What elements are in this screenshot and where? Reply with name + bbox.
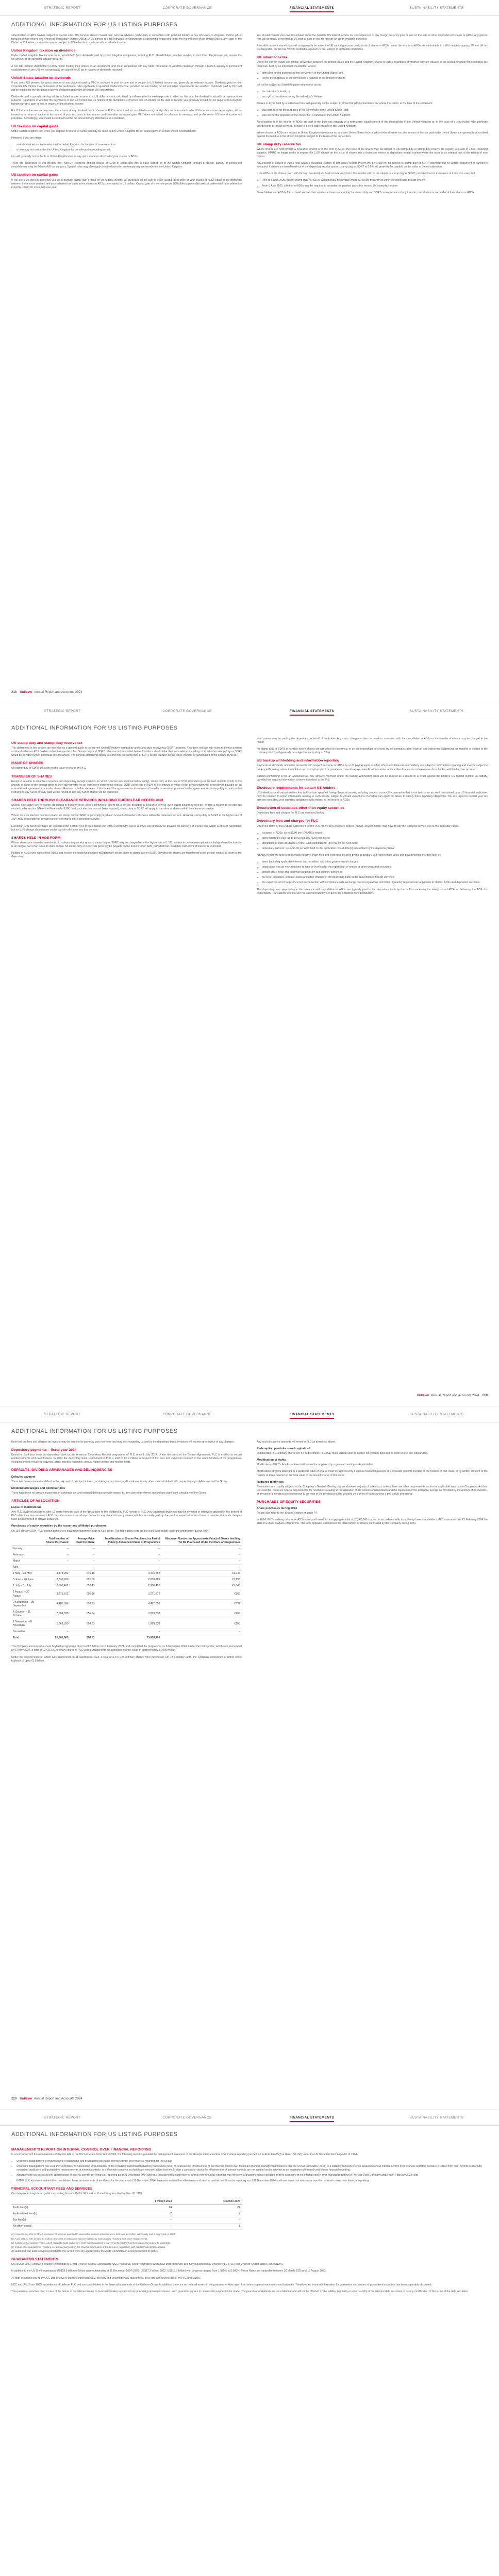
- subheading: Depositary fees and charges for PLC: [257, 819, 318, 823]
- paragraph: shareholders or ADS holders subject to special rules. US persons should consult their own tax advisers, particularly in connection with potential liability to pay US taxes on disposal, lifetime gift or bequest of their shares and American Depositary Shares (ADSs). A US person is a US individual or corporation, a partnership organised under the federal laws of the United States, any state or the District of Columbia, or any other person subject to US federal income tax on its worldwide income.: [11, 34, 242, 45]
- page-number-right: 219: [482, 1393, 488, 1397]
- subheading: Depositary payments – fiscal year 2024: [11, 1448, 77, 1452]
- bullet-list: [11, 2160, 488, 2182]
- bullet-list: [257, 109, 488, 117]
- table-cell: –: [70, 1629, 96, 1635]
- table-cell: 2,838,789: [39, 1577, 70, 1583]
- paragraph: In 2024, PLC's ordinary shares or ADSs were purchased for an aggregate total of 25,868,909 shares. In accordance with its authority from shareholders, PLC announced on 13 February 2024 the start of a share buyback programme. The table opposite summarises the total number of shares purchased by the Company during 2024.: [257, 1518, 488, 1526]
- table-cell: 26: [105, 2205, 173, 2211]
- table-cell: January: [11, 1546, 39, 1552]
- paragraph: you will generally not be liable to United Kingdom tax on any gains made on disposal of your shares or ADSs.: [11, 155, 139, 159]
- column-header: Maximum Number (or Approximate Value) of Shares that May Yet Be Purchased Under the Plans or Programmes: [161, 1536, 242, 1546]
- paragraph: Outstanding PLC ordinary shares are not redeemable. PLC may make capital calls on shares not yet fully paid, but no such shares are outstanding.: [257, 1452, 428, 1455]
- page-header: [0, 2110, 499, 2126]
- table-cell: –: [161, 1546, 242, 1552]
- paragraph: No stamp duty or SDRT will arise on the issue of shares by PLC.: [11, 767, 87, 770]
- paragraph: The statements in this section are intended as a general guide to the current United Kingdom stamp duty and stamp duty reserve tax (SDRT) position. This does not take into account the tax position of shareholders or ADS holders subject to special rules. Stamp duty and SDRT rules are not described below. Investors should take their own advice, including as to whether stamp duty or SDRT would be payable in their particular circumstances. The general statements below assume that no stamp duty or SDRT will be payable on the issue, transfer or cancellation of the shares or ADSs.: [11, 747, 242, 757]
- footer-title: Annual Report and Accounts 2024: [34, 2096, 82, 2100]
- table-cell: –: [96, 1629, 162, 1635]
- page-4: [0, 2110, 499, 2576]
- table-row: [11, 2205, 242, 2211]
- table-row: [11, 1552, 242, 1558]
- table-cell: –: [161, 1565, 242, 1571]
- paragraph: No stamp duty or SDRT is payable where shares are cancelled or redeemed, or on the repurchase of shares by the company, other than on any instrument evidencing the transfer of shares to the company, which will generally be subject to stamp duty at 0.5%.: [257, 748, 488, 755]
- paragraph: Payments of dividends and other proceeds with respect to shares or ADSs by a US paying agent or other US-related financial intermediary are subject to information reporting and may be subject to backup withholding unless the holder is an exempt recipient or provides a correct taxpayer identification number and certifies that no loss of exemption from backup withholding has occurred.: [257, 764, 488, 771]
- table-cell: March: [11, 1558, 39, 1564]
- subheading: Defaults payment: [11, 1475, 36, 1479]
- subheading: UK stamp duty and stamp duty reserve tax: [11, 741, 82, 745]
- table-cell: €1,043: [161, 1583, 242, 1589]
- table-cell: All other fees(d): [11, 2224, 105, 2230]
- subheading: Share purchases during 2024: [257, 1507, 297, 1511]
- nav-corporate-governance[interactable]: CORPORATE GOVERNANCE: [162, 709, 212, 713]
- nav-sustainability-statements[interactable]: SUSTAINABILITY STATEMENTS: [409, 2115, 464, 2120]
- bullet-item: • was domiciled for the purposes of the convention in the United States; and: [262, 109, 488, 112]
- paragraph: Under the terms of the Deposit Agreement for the PLC American Depositary Shares (ADSs), an ADS holder may have to pay the following service fees to the depositary bank:: [257, 824, 459, 828]
- table-cell: –: [39, 1558, 70, 1564]
- paragraph: Where shares are held through a clearance system or in the form of ADSs, the issue of the shares may be subject to UK stamp duty or stamp duty reserve tax (SDRT) at a rate of 1.5%. Following litigation, HMRC no longer seeks to impose the 1.5% charge on the issue of shares into a clearance service or depositary receipt system where the issue is an integral part of the raising of new capital.: [257, 147, 488, 159]
- paragraph: Shares or ADSs held by a settlement trust will generally not be subject to United Kingdom inheritance tax where the settlor, at the time of the settlement:: [257, 102, 434, 106]
- paragraph: Modification of rights attached to a particular class of shares must be approved by a special resolution passed at a separate general meeting of the holders of that class, or by written consent of the holders of three-quarters in nominal value of the issued shares of that class.: [257, 1470, 488, 1477]
- table-cell: –: [70, 1552, 96, 1558]
- paragraph: Under United Kingdom law, income tax is not withheld from dividends paid by United Kingdom companies, including PLC. Shareholders, whether resident in the United Kingdom or not, receive the full amount of the dividend actually declared.: [11, 54, 242, 61]
- paragraph: Deutsche Bank has been the depositary bank for the American Depositary Receipt programme of PLC since 1 July 2014. Under the terms of the Deposit Agreement, PLC is entitled to certain reimbursements and contributions. In 2024 the depositary bank reimbursed to PLC a total of €0.9 million in respect of the fees and expenses incurred in the administration of the programme, including investor relations activities, proxy process expenses, annual report printing and mailing costs.: [11, 1453, 242, 1464]
- paragraph: Backup withholding is not an additional tax. Any amounts withheld under the backup withholding rules will be allowed as a refund or a credit against the holder's US federal income tax liability, provided the required information is timely furnished to the IRS.: [257, 774, 488, 782]
- paragraph: Note that the fees and charges an investor may be required to pay may vary over time and may be changed by us and by the depositary bank. Investors will receive prior notice of any changes.: [11, 1440, 235, 1444]
- subheading: SHARES HELD IN ADS FORM: [11, 836, 61, 840]
- table-cell: €597: [161, 1599, 242, 1609]
- table-row: [11, 1599, 242, 1609]
- table-cell: €56.16: [70, 1589, 96, 1599]
- subheading: Required majorities: [257, 1480, 284, 1484]
- paragraph: Any transfer of shares or ADSs held within a clearance system or depositary receipt system will generally not be subject to stamp duty or SDRT, provided that no written instrument of transfer is executed. If shares are transferred out of the depositary receipt system, stamp duty or SDRT at 0.5% will generally be payable on the value of the consideration.: [257, 162, 488, 169]
- table-cell: 1,869,939: [96, 1619, 162, 1629]
- paragraph: If you are a US person, generally you will recognise capital gain or loss for US federal income tax purposes on the sale or other taxable disposition of your shares or ADSs equal to the difference between the amount realised and your adjusted tax basis in the shares or ADSs, determined in US dollars. Capital gain of a non-corporate US holder is generally taxed at preferential rates where the property is held for more than one year.: [11, 178, 242, 189]
- paragraph: If you are a US person, the gross amount of any dividend paid by PLC is included in your income and is subject to US federal income tax, generally as ordinary income. Dividends paid to non-corporate US holders may be taxable at the preferential rates applicable to qualified dividend income, provided certain holding period and other requirements are satisfied. Dividends paid by PLC will not be eligible for the dividends-received deduction generally allowed to US corporations.: [11, 81, 242, 92]
- brand-name: Unilever: [20, 690, 32, 694]
- paragraph: Special rules apply where shares are issued or transferred to, or to a nominee or agent for, a person providing a clearance service (a so-called clearance service). Where a clearance service has elected under section 97A of the Finance Act 1986 (and such election has not been revoked), stamp duty or SDRT will apply to transfers of shares within the clearance service.: [11, 804, 242, 811]
- table-cell: 2 September – 30 September: [11, 1599, 39, 1609]
- table-row: [11, 1558, 242, 1564]
- table-cell: 2,838,789: [96, 1577, 162, 1583]
- brand-name: Unilever: [417, 1393, 429, 1397]
- table-cell: 25,868,909: [96, 1635, 162, 1641]
- table-row: [11, 1583, 242, 1589]
- table-cell: –: [105, 2224, 173, 2230]
- paragraph: Under the current estate and gift tax convention between the United States and the United Kingdom, shares or ADSs regardless of whether they are situated in the United Kingdom for inheritance tax purposes, held by an individual shareholder who is:: [257, 61, 488, 68]
- paragraph: Where shares or ADSs are subject to United Kingdom inheritance tax and also United States federal gift or federal estate tax, the amount of the tax paid in the United States can generally be credited against the tax due in the United Kingdom, subject to the terms of the convention.: [257, 131, 488, 138]
- accountant-fees-table: [11, 2199, 242, 2230]
- nav-financial-statements[interactable]: FINANCIAL STATEMENTS: [250, 1413, 374, 1416]
- bullet-list: [257, 860, 488, 885]
- bullet-item: • not for the purposes of the convention a national of the United Kingdom,: [262, 77, 488, 80]
- bullet-item: • the expenses and charges incurred in connection with compliance with exchange control regulations and other regulatory requirements applicable to shares, ADSs and deposited securities.: [262, 881, 488, 885]
- bullet-list: [257, 72, 488, 80]
- table-cell: €51.00: [70, 1577, 96, 1583]
- nav-strategic-report[interactable]: STRATEGIC REPORT: [44, 2115, 81, 2120]
- subheading: ARTICLES OF ASSOCIATION: [11, 1499, 60, 1503]
- table-cell: 1 May – 31 May: [11, 1571, 39, 1577]
- table-cell: 1 July – 31 July: [11, 1583, 39, 1589]
- table-cell: –: [161, 1552, 242, 1558]
- footnote: (b) Audit-related fees include €1 million in respect of assurance services related to sustainability reporting and other engagements.: [11, 2237, 148, 2240]
- paragraph: Except in relation to clearance services and depositary receipt systems (to which special rules outlined below apply), stamp duty at the rate of 0.5% (rounded up to the next multiple of £5) of the amount or value of the consideration is generally payable on an instrument transferring shares. SDRT at the rate of 0.5% of the amount or value of the consideration will generally be payable on an unconditional agreement to transfer shares. However, if within six years of the date of the agreement an instrument of transfer is executed pursuant to the agreement and stamp duty is paid on that instrument, any SDRT already paid will be refunded and any SDRT charge will be cancelled.: [11, 779, 242, 794]
- table-row: [11, 1629, 242, 1635]
- table-cell: 3 June – 28 June: [11, 1577, 39, 1583]
- paragraph: which arises may be paid by the depositary on behalf of the holder. Any costs, charges or fees incurred in connection with the cancellation of ADSs or the transfer of shares may be charged to the holder.: [257, 737, 488, 744]
- table-row: [11, 1546, 242, 1552]
- left-column: [11, 737, 242, 862]
- brand-name: Unilever: [20, 2096, 32, 2100]
- nav-strategic-report[interactable]: STRATEGIC REPORT: [44, 709, 81, 713]
- table-row: [11, 1589, 242, 1599]
- subheading: UK inheritance tax: [257, 56, 288, 60]
- table-cell: –: [70, 1558, 96, 1564]
- section-heading-accountant-fees: PRINCIPAL ACCOUNTANT FEES AND SERVICES: [11, 2187, 93, 2191]
- page-1: [0, 0, 499, 703]
- bullet-list: [11, 143, 242, 152]
- paragraph: On 28 July 2022, Unilever Finance Netherlands B.V. and Unilever Capital Corporation (UCC) filed a US Shelf registration, which was unconditionally and fully guaranteed by Unilever PLC (PLC) and Unilever United States, Inc. (UNUS).: [11, 2263, 284, 2266]
- table-total-row: [11, 1635, 242, 1641]
- table-cell: –: [39, 1565, 70, 1571]
- table-cell: April: [11, 1565, 39, 1571]
- paragraph: Modification of PLC's Articles of Association must be approved by a general meeting of shareholders.: [257, 1463, 374, 1467]
- nav-corporate-governance[interactable]: CORPORATE GOVERNANCE: [162, 1412, 212, 1416]
- paragraph: The depositary fees payable upon the issuance and cancellation of ADSs are typically paid to the depositary bank by the brokers receiving the newly issued ADSs or delivering the ADSs for cancellation. Transaction fees that are not collected directly are generally deducted from distributions.: [257, 888, 488, 895]
- table-row: [11, 1609, 242, 1619]
- table-cell: 2: [105, 2211, 173, 2217]
- page-header: [0, 0, 499, 16]
- column-header: Average Price Paid Per Share: [70, 1536, 96, 1546]
- section-heading-internal-control: MANAGEMENT'S REPORT ON INTERNAL CONTROL OVER FINANCIAL REPORTING: [11, 2148, 152, 2151]
- paragraph: You should consult your own tax adviser about the possible US federal income tax consequences of any foreign currency gain or loss on the sale or other disposition of shares or ADSs. Any gain or loss will generally be treated as US source gain or loss for foreign tax credit limitation purposes.: [257, 34, 488, 41]
- subheading: Purchases of equity securities by the issuer and affiliated purchasers: [11, 1524, 107, 1528]
- bullet-item: • Unilever's management has used the Committee of Sponsoring Organizations of the Treadway Commission (COSO) framework (2013) to evaluate the effectiveness of our internal control over financial reporting. Management believes that the COSO framework (2013) is a suitable framework for its evaluation of our internal control over financial reporting because it is free from bias, permits reasonably consistent qualitative and quantitative measurements of internal controls, is sufficiently complete so that those relevant factors that would alter a conclusion about the effectiveness of internal controls are not omitted and is relevant to an evaluation of internal control over financial reporting;: [16, 2165, 488, 2172]
- subheading: DEFAULTS, DIVIDEND ARREARAGES AND DELINQUENCIES: [11, 1468, 112, 1472]
- table-cell: €103: [161, 1619, 242, 1629]
- table-cell: €56.04: [70, 1609, 96, 1619]
- fees-intro: Our independent registered public accounting firm is KPMG LLP, London, United Kingdom, Auditor Firm ID: 1118.: [11, 2192, 143, 2195]
- table-cell: –: [161, 1558, 242, 1564]
- page-footer: [11, 2093, 488, 2104]
- bullet-item: • Unilever's management is responsible for establishing and maintaining adequate internal control over financial reporting for the Group;: [16, 2160, 488, 2163]
- bullet-item: • KPMG LLP, who have audited the consolidated financial statements of the Group for the year ended 31 December 2024, have also audited the effectiveness of internal control over financial reporting as of 31 December 2024 and have issued an attestation report on internal control over financial reporting.: [16, 2179, 488, 2183]
- subheading: US backup withholding and information reporting: [257, 759, 340, 763]
- table-cell: €1,343: [161, 1571, 242, 1577]
- guarantor-text: [11, 2263, 488, 2293]
- subheading: Modification of rights: [257, 1459, 286, 1462]
- table-cell: €58.33: [70, 1599, 96, 1609]
- page-3: [0, 1406, 499, 2110]
- column-header: € million 2023: [173, 2199, 242, 2205]
- table-cell: –: [96, 1552, 162, 1558]
- bullet-item: • Management has assessed the effectiveness of internal control over financial reporting as of 31 December 2024 and has concluded that such internal control over financial reporting was effective. Management has excluded from its assessment the internal control over financial reporting of The Vita Coco Company acquired in February 2024; and: [16, 2174, 488, 2177]
- nav-sustainability-statements[interactable]: SUSTAINABILITY STATEMENTS: [409, 1412, 464, 1416]
- table-cell: 1: [173, 2224, 242, 2230]
- table-cell: 2,900,402: [39, 1583, 70, 1589]
- paragraph: In accordance with the requirements of Section 404 of the US Sarbanes-Oxley Act of 2002, the following report is provided by management in respect of the Group's internal control over financial reporting (as defined in Rule 13a-15(f) or Rule 15d-15(f) under the US Securities Exchange Act of 1934):: [11, 2153, 359, 2157]
- page-footer: [11, 687, 488, 697]
- nav-financial-statements[interactable]: FINANCIAL STATEMENTS: [250, 709, 374, 713]
- share-purchases-table: [11, 1536, 242, 1641]
- bullet-list: [257, 832, 488, 851]
- column-header: Total Number of Shares Purchased as Part of Publicly Announced Plans or Programmes: [96, 1536, 162, 1546]
- table-cell: 4,487,096: [96, 1599, 162, 1609]
- subheading: Description of securities other than equity securities: [257, 806, 344, 810]
- page-2: [0, 703, 499, 1406]
- column-header: € million 2024: [105, 2199, 173, 2205]
- table-cell: 1 November – 8 November: [11, 1619, 39, 1629]
- main-column: [11, 2144, 488, 2297]
- subheading: United Kingdom taxation on dividends: [11, 49, 76, 53]
- paragraph: Where shares are issued or transferred to a depositary receipt system, stamp duty or SDRT may be chargeable at the higher rate of 1.5%, subject to certain exemptions, including where the transfer is an integral part of an issue of share capital. No stamp duty or SDRT will generally be payable on the transfer of an ADS, provided that no written instrument of transfer is executed.: [11, 841, 242, 848]
- footer-title: Annual Report and Accounts 2024: [430, 1393, 479, 1397]
- table-cell: €53.43: [70, 1583, 96, 1589]
- paragraph: Holders of ADSs who cancel their ADSs and receive the underlying shares will generally not be liable to stamp duty or SDRT, provided the shares are transferred to the person entitled to them by the depositary.: [11, 851, 242, 859]
- table-cell: 3,476,252: [96, 1571, 162, 1577]
- table-cell: €54.31: [70, 1635, 96, 1641]
- table-cell: 1 August – 30 August: [11, 1589, 39, 1599]
- right-column: [257, 34, 488, 198]
- paragraph: Shareholders and ADS holders should consult their own tax advisers concerning the stamp duty and SDRT consequences of any transfer, cancellation or surrender of their shares or ADSs.: [257, 191, 475, 194]
- bullet-item: • cancellation of ADSs: up to $5.00 per 100 ADSs cancelled;: [262, 837, 488, 840]
- page-title: ADDITIONAL INFORMATION FOR US LISTING PURPOSES: [11, 1428, 178, 1434]
- table-row: [11, 1619, 242, 1629]
- paragraph: Where no such election has been made, no stamp duty or SDRT is generally payable in respect of transfers of shares within the clearance service. However, stamp duty or SDRT at the higher rate of 1.5% may be payable on certain transfers of shares into a clearance service.: [11, 814, 242, 821]
- table-cell: –: [70, 1565, 96, 1571]
- table-cell: February: [11, 1552, 39, 1558]
- table-cell: Total: [11, 1635, 39, 1641]
- paragraph: All debt securities issued by UCC and Unilever Finance Netherlands B.V. are fully and unconditionally guaranteed, on a joint and several basis, by PLC and UNUS.: [11, 2276, 201, 2280]
- nav-corporate-governance[interactable]: CORPORATE GOVERNANCE: [162, 2115, 212, 2120]
- paragraph: However, if you are either:: [11, 136, 42, 140]
- page-footer: [11, 1390, 488, 1400]
- bullet-item: • on a gift of the shares during the individual's lifetime.: [262, 95, 488, 99]
- page-header: [0, 1406, 499, 1422]
- bullet-item: • Prior to 6 April 2025, neither stamp duty nor SDRT will generally be payable where ADSs are transferred within the depositary receipt system.: [262, 179, 488, 182]
- table-cell: Audit-related fees(b): [11, 2211, 105, 2217]
- nav-strategic-report[interactable]: STRATEGIC REPORT: [44, 1412, 81, 1416]
- table-cell: 7,009,338: [39, 1609, 70, 1619]
- table-header-row: [11, 2199, 242, 2205]
- table-header-row: [11, 1536, 242, 1546]
- left-column: [11, 1440, 242, 1666]
- table-cell: 7,009,338: [96, 1609, 162, 1619]
- page-number-left: 220: [11, 2096, 17, 2100]
- table-cell: €45.16: [70, 1571, 96, 1577]
- table-cell: €205: [161, 1609, 242, 1619]
- paragraph: For US federal income tax purposes, the amount of any dividend paid in excess of PLC's current and accumulated earnings and profits, as determined under US federal income tax principles, will be treated as a return of capital to the extent of your tax basis in the shares, and thereafter as capital gain. PLC does not intend to calculate its earnings and profits under US federal income tax principles. Accordingly, you should expect to treat the full amount of any distribution as a dividend.: [11, 109, 242, 120]
- subheading: Lapse of distributions: [11, 1506, 42, 1510]
- paragraph: Resolutions are usually adopted at the Company's General Meetings by an absolute majority of votes cast, unless there are other requirements under the applicable laws or the Company's Articles. For example, there are special requirements for resolutions relating to the alteration of the Articles of Association and the liquidation of the Company. Except as provided by the Articles of Association, at any general meeting a resolution put to the vote of the meeting shall be decided on a show of hands unless a poll is duly demanded.: [257, 1485, 488, 1496]
- paragraph: On 13 February 2024, PLC announced a share buyback programme of up to €1.5 billion. The table below sets out the purchases made under the programme during 2024.: [11, 1529, 209, 1533]
- table-cell: 1 October – 31 October: [11, 1609, 39, 1619]
- column-header: [11, 2199, 105, 2205]
- table-row: [11, 2217, 242, 2224]
- subheading: ISSUE OF SHARES: [11, 761, 43, 766]
- table-cell: €54.63: [70, 1619, 96, 1629]
- paragraph: Euroclear Nederland has made an election under section 97A of the Finance Act 1986. Accordingly, SDRT at 0.5% will generally be payable on transfers of shares held within Euroclear Nederland, but no 1.5% charge should arise on the transfer of shares into that service.: [11, 824, 242, 832]
- table-cell: –: [39, 1629, 70, 1635]
- table-cell: December: [11, 1629, 39, 1635]
- footer-title: Annual Report and Accounts 2024: [34, 690, 82, 694]
- paragraph: There has been no material default in the payment of principal, interest, or sinking or purchase fund instalment or any other material default with respect to any indebtedness of the Group.: [11, 1480, 228, 1483]
- bullet-item: • From 6 April 2025, a holder of ADSs may be required to consider the position under the revised UK stamp tax regime.: [262, 184, 488, 188]
- subheading: Redemption provisions and capital call: [257, 1447, 310, 1451]
- subheading: SHARES HELD THROUGH CLEARANCE SERVICES INCLUDING EUROCLEAR NEDERLAND: [11, 799, 163, 803]
- table-row: [11, 1571, 242, 1577]
- table-cell: 3,476,252: [39, 1571, 70, 1577]
- bullet-item: • depositary services: up to $0.05 per ADS held on the applicable record date(s) established by the depositary bank.: [262, 847, 488, 851]
- paragraph: US individuals and certain entities that hold certain specified foreign financial assets, including stock of a non-US corporation that is not held in an account maintained by a US financial institution, may be required to report information relating to such assets, subject to certain exceptions. Penalties can apply for failure to satisfy these reporting obligations. You are urged to consult your tax advisers regarding your reporting obligations with respect to the shares or ADSs.: [257, 791, 488, 802]
- page-title: ADDITIONAL INFORMATION FOR US LISTING PURPOSES: [11, 725, 178, 731]
- table-row: [11, 2224, 242, 2230]
- table-cell: –: [96, 1558, 162, 1564]
- subheading: United States taxation on dividends: [11, 76, 71, 80]
- nav-corporate-governance[interactable]: CORPORATE GOVERNANCE: [162, 6, 212, 10]
- paragraph: An ADS holder will also be responsible to pay certain fees and expenses incurred by the depositary bank and certain taxes and governmental charges such as:: [257, 853, 442, 857]
- table-cell: 2: [173, 2211, 242, 2217]
- bullet-item: • taxes (including applicable interest and penalties) and other governmental charges;: [262, 860, 488, 864]
- left-column: [11, 34, 242, 193]
- subheading: PURCHASES OF EQUITY SECURITIES: [257, 1500, 321, 1504]
- paragraph: The guarantee provides that, in case of the failure of the relevant issuer to punctually make payment of any principal, premium or interest, each guarantor agrees to cause such payment to be made. The guarantor obligations are unconditional and will not be affected by the validity, regularity or enforceability of the relevant debt securities or by any modification of the terms of the debt securities.: [11, 2290, 469, 2293]
- table-row: [11, 1577, 242, 1583]
- page-title: ADDITIONAL INFORMATION FOR US LISTING PURPOSES: [11, 22, 178, 28]
- nav-financial-statements[interactable]: FINANCIAL STATEMENTS: [250, 6, 374, 10]
- table-row: [11, 1565, 242, 1571]
- table-cell: Tax fees(c): [11, 2217, 105, 2224]
- table-cell: –: [96, 1565, 162, 1571]
- subheading: UK taxation on capital gains: [11, 124, 59, 128]
- page-title: ADDITIONAL INFORMATION FOR US LISTING PURPOSES: [11, 2131, 178, 2138]
- left-bottom-text: [11, 1645, 242, 1663]
- paragraph: If the ADSs or the shares (each with through brackets) are held in book entry form, the transfer will not be subject to stamp duty or SDRT, provided that no instrument of transfer is executed.: [257, 172, 476, 176]
- nav-financial-statements[interactable]: FINANCIAL STATEMENTS: [250, 2116, 374, 2120]
- paragraph: An exception is if the shares or ADSs are part of the business property of a permanent establishment of the shareholder in the United Kingdom or, in the case of a shareholder who performs independent personal services, pertain to a fixed base situated in the United Kingdom.: [257, 121, 488, 128]
- nav-sustainability-statements[interactable]: SUSTAINABILITY STATEMENTS: [409, 709, 464, 713]
- page-header: [0, 703, 499, 719]
- left-top-text: [11, 1440, 242, 1533]
- bullet-item: • registration fees as may from time to time be in effect for the registration of shares or other deposited securities;: [262, 866, 488, 869]
- bullet-item: • domiciled for the purposes of the convention in the United States; and: [262, 72, 488, 75]
- bullet-item: • a company not resident in the United Kingdom for the relevant accounting period,: [16, 148, 242, 152]
- table-cell: –: [105, 2217, 173, 2224]
- column-header: [11, 1536, 39, 1546]
- footnote: (d) Includes fees payable for reporting accountant services on the financial information of the Group in connection with capital markets transactions.: [11, 2245, 166, 2248]
- table-cell: –: [96, 1546, 162, 1552]
- subheading: US taxation on capital gains: [11, 173, 58, 177]
- paragraph: In addition to the US Shelf registration, US$18.9 billion of Notes were outstanding at 31 December 2024 (2023: US$17.2 billion; 2022: US$15.9 billion) with coupons ranging from 1.375% to 5.900%. These Notes are repayable between 20 March 2025 and 13 August 2053.: [11, 2269, 326, 2273]
- right-column: [257, 1440, 488, 1529]
- bullet-item: • distribution of cash dividends or other cash distributions: up to $0.05 per ADS held;: [262, 842, 488, 845]
- section-heading-guarantor: GUARANTOR STATEMENTS: [11, 2258, 59, 2262]
- table-cell: Audit fees(a): [11, 2205, 105, 2211]
- fees-footnotes: [11, 2233, 488, 2249]
- bullet-item: • the individual's death; or: [262, 90, 488, 94]
- paragraph: Dividends paid in pounds sterling will be included in your income in a US dollar amount calculated by reference to the exchange rate in effect on the date the dividend is actually or constructively received, regardless of whether the payment is in fact converted into US dollars. If the dividend is converted into US dollars on the date of receipt, you generally should not be required to recognise foreign currency gain or loss in respect of the dividend income.: [11, 95, 242, 106]
- bullet-item: • issuance of ADSs: up to $5.00 per 100 ADSs issued;: [262, 832, 488, 835]
- paragraph: Depositary fees and charges for PLC are described below.: [257, 811, 325, 815]
- table-cell: 1,869,939: [39, 1619, 70, 1629]
- bullet-list: [257, 179, 488, 188]
- table-cell: 24: [173, 2205, 242, 2211]
- paragraph: Any such unclaimed amounts will revert to PLC as described above.: [257, 1440, 336, 1444]
- table-cell: –: [39, 1546, 70, 1552]
- table-cell: €1,198: [161, 1577, 242, 1583]
- internal-control-text: [11, 2153, 488, 2183]
- bullet-item: • an individual who is not resident in the United Kingdom for the year of assessment; or: [16, 143, 242, 147]
- paragraph: Under the second tranche, which was announced on 11 September 2024, a total of 6,447,728 ordinary shares were purchased. On 13 February 2025, the Company announced a further share buyback of up to €1.5 billion.: [11, 1655, 242, 1663]
- nav-sustainability-statements[interactable]: SUSTAINABILITY STATEMENTS: [409, 6, 464, 10]
- footnote: (c) Includes other audit services, which comprise audit and review work that regulations or agreements with third parties require the auditor to undertake.: [11, 2241, 171, 2244]
- paragraph: A non-UK resident shareholder or ADS holder holding their shares as an investment (and not in connection with any trade, profession or vocation carried on through a branch, agency or permanent establishment in the UK) will not generally be subject to UK tax in respect of dividends received.: [11, 64, 242, 72]
- nav-strategic-report[interactable]: STRATEGIC REPORT: [44, 6, 81, 10]
- paragraph: UCC and UNUS are 100% subsidiaries of Unilever PLC and are consolidated in the financial statements of the Unilever Group. In addition, there are no material assets in the guarantor entities apart from intercompany investments and balances. Therefore, no financial information for guarantors and issuers of guaranteed securities has been separately disclosed.: [11, 2283, 432, 2286]
- table-cell: 2,900,402: [96, 1583, 162, 1589]
- bullet-item: • was not for the purposes of the convention a national of the United Kingdom.: [262, 114, 488, 117]
- paragraph: There have been no arrears in payment of dividends on, and material delinquency with respect to, any class of preferred stock of any significant subsidiary of the Group.: [11, 1491, 207, 1495]
- footnote: (a) Amounts payable to KPMG in respect of services supplied to associated pension schemes were less than €1 million individually and in aggregate in 2024.: [11, 2233, 176, 2236]
- paragraph: Please also refer to the 'Shares' section on page 74.: [257, 1512, 318, 1515]
- table-cell: 3,271,812: [96, 1589, 162, 1599]
- bullet-list: [257, 90, 488, 99]
- paragraph: Any PLC dividend unclaimed after 12 years from the date of the declaration of the dividend by PLC reverts to PLC. Any unclaimed dividends may be invested or otherwise applied for the benefit of PLC while they are unclaimed. PLC may also cease to send any cheque for any dividend on any shares which is normally paid by cheque if in respect of at least two consecutive dividends cheques have been returned or remain uncashed.: [11, 1511, 242, 1521]
- subheading: Dividend arrearages and delinquencies: [11, 1486, 65, 1490]
- table-cell: –: [161, 1629, 242, 1635]
- table-row: [11, 2211, 242, 2217]
- table-cell: €859: [161, 1589, 242, 1599]
- paragraph: There are exceptions to this general rule. Non-UK residents holding shares or ADSs in connection with a trade carried on in the United Kingdom through a branch, agency or permanent establishment may be liable to UK tax on gains. Special rules may also apply to individuals who are temporarily non-resident in the United Kingdom.: [11, 162, 242, 169]
- table-cell: [161, 1635, 242, 1641]
- subheading: UK stamp duty reserve tax: [257, 142, 301, 146]
- bullet-item: • the fees, expenses, spreads, taxes and other charges of the depositary bank in the conversion of foreign currency;: [262, 876, 488, 879]
- paragraph: will not be subject to United Kingdom inheritance tax on:: [257, 83, 322, 87]
- page-number-left: 218: [11, 690, 17, 694]
- column-header: Total Number of Shares Purchased: [39, 1536, 70, 1546]
- table-cell: –: [39, 1552, 70, 1558]
- paragraph: Under United Kingdom law, when you dispose of shares or ADSs you may be liable to pay United Kingdom tax on capital gains in certain limited circumstances.: [11, 129, 197, 133]
- paragraph: The Company announced a share buyback programme of up to €1.5 billion on 13 February 2024, and completed the programme on 8 November 2024. Under the first tranche, which was announced on 17 May 2024, a total of 19,421,181 ordinary shares in PLC were purchased for an aggregate market value of approximately €1,000 million.: [11, 1645, 242, 1652]
- table-cell: 25,868,909: [39, 1635, 70, 1641]
- table-cell: 4,487,096: [39, 1599, 70, 1609]
- fees-note: All audit and non-audit services provided to the Group were pre-approved by the Audit Committee in accordance with its policy.: [11, 2250, 159, 2253]
- table-cell: –: [70, 1546, 96, 1552]
- table-cell: –: [173, 2217, 242, 2224]
- table-cell: 3,271,812: [39, 1589, 70, 1599]
- right-column: [257, 737, 488, 899]
- subheading: TRANSFER OF SHARES: [11, 774, 52, 778]
- paragraph: A non-UK resident shareholder will not generally be subject to UK capital gains tax on disposal of shares or ADSs unless the shares or ADSs are attributable to a UK branch or agency. Where UK tax is chargeable, the UK tax may be creditable against US tax, subject to applicable limitations.: [257, 44, 488, 52]
- subheading: Disclosure requirements for certain US holders: [257, 786, 336, 790]
- bullet-item: • certain cable, telex and facsimile transmission and delivery expenses;: [262, 871, 488, 874]
